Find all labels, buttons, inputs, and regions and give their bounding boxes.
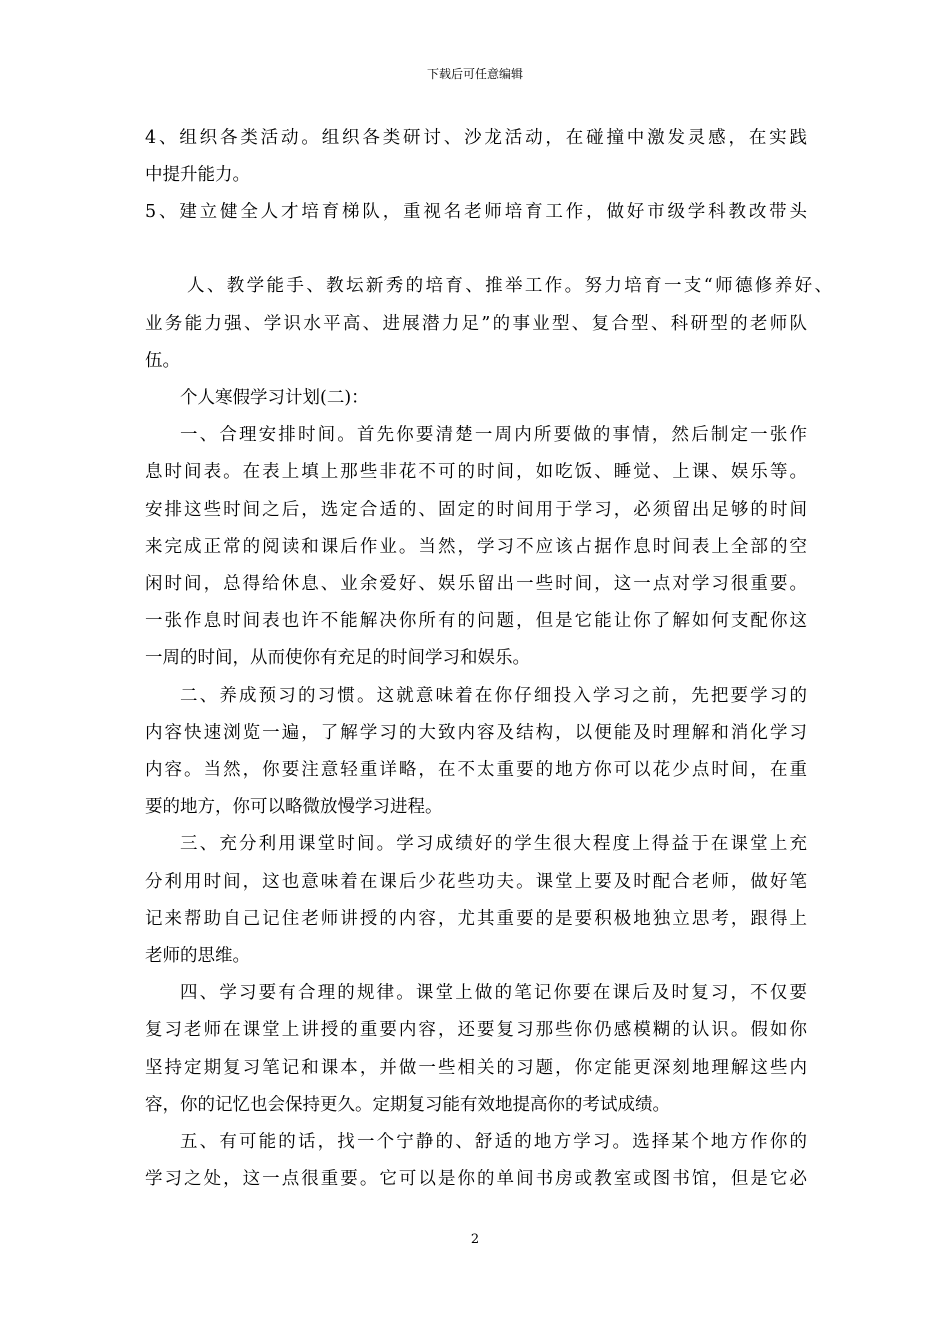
text-line: 一、合理安排时间。首先你要清楚一周内所要做的事情，然后制定一张作: [180, 425, 807, 445]
text-line: 5、建立健全人才培育梯队，重视名老师培育工作，做好市级学科教改带头: [145, 202, 807, 222]
text-line: 三、充分利用课堂时间。学习成绩好的学生很大程度上得益于在课堂上充: [180, 834, 807, 854]
text-line: 业务能力强、学识水平高、进展潜力足”的事业型、复合型、科研型的老师队: [145, 314, 807, 334]
text-line: 复习老师在课堂上讲授的重要内容，还要复习那些你仍感模糊的认识。假如你: [145, 1020, 807, 1040]
text-line: 4、组织各类活动。组织各类研讨、沙龙活动，在碰撞中激发灵感，在实践: [145, 128, 807, 148]
text-line: 息时间表。在表上填上那些非花不可的时间，如吃饭、睡觉、上课、娱乐等。: [145, 462, 807, 482]
text-line: 安排这些时间之后，选定合适的、固定的时间用于学习，必须留出足够的时间: [145, 500, 807, 520]
text-line: 一周的时间，从而使你有充足的时间学习和娱乐。: [145, 648, 530, 668]
text-line: 要的地方，你可以略微放慢学习进程。: [145, 797, 443, 817]
text-line: 老师的思维。: [145, 946, 250, 966]
text-line: 坚持定期复习笔记和课本，并做一些相关的习题，你定能更深刻地理解这些内: [145, 1058, 807, 1078]
text-line: 内容快速浏览一遍，了解学习的大致内容及结构，以便能及时理解和消化学习: [145, 723, 807, 743]
text-line: 中提升能力。: [145, 165, 250, 185]
page-number: 2: [470, 1232, 480, 1247]
text-line: 内容。当然，你要注意轻重详略，在不太重要的地方你可以花少点时间，在重: [145, 760, 807, 780]
text-line: 人、教学能手、教坛新秀的培育、推举工作。努力培育一支“师德修养好、: [187, 276, 832, 296]
text-line: 一张作息时间表也许不能解决你所有的问题，但是它能让你了解如何支配你这: [145, 611, 807, 631]
text-line: 闲时间，总得给休息、业余爱好、娱乐留出一些时间，这一点对学习很重要。: [145, 574, 807, 594]
text-line: 容，你的记忆也会保持更久。定期复习能有效地提高你的考试成绩。: [145, 1095, 670, 1115]
page-header: 下载后可任意编辑: [426, 67, 523, 81]
text-line: 来完成正常的阅读和课后作业。当然，学习不应该占据作息时间表上全部的空: [145, 537, 807, 557]
text-line: 二、养成预习的习惯。这就意味着在你仔细投入学习之前，先把要学习的: [180, 686, 807, 706]
text-line: 四、学习要有合理的规律。课堂上做的笔记你要在课后及时复习，不仅要: [180, 983, 807, 1003]
text-line: 分利用时间，这也意味着在课后少花些功夫。课堂上要及时配合老师，做好笔: [145, 872, 807, 892]
text-line: 五、有可能的话，找一个宁静的、舒适的地方学习。选择某个地方作你的: [180, 1132, 807, 1152]
text-line: 学习之处，这一点很重要。它可以是你的单间书房或教室或图书馆，但是它必: [145, 1169, 807, 1189]
text-line: 伍。: [145, 351, 180, 371]
text-line: 记来帮助自己记住老师讲授的内容，尤其重要的是要积极地独立思考，跟得上: [145, 909, 807, 929]
section-heading: 个人寒假学习计划(二)：: [180, 388, 369, 408]
